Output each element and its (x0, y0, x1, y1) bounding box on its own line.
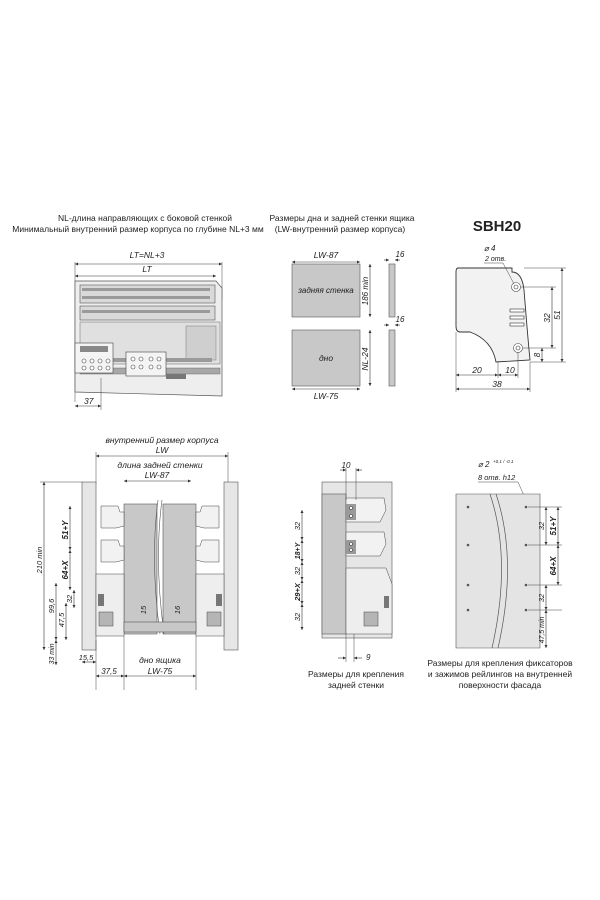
dim-d4: ⌀ 4 (484, 244, 496, 253)
dim-10-back: 10 (341, 461, 351, 470)
dim-lw: LW (155, 445, 169, 455)
dim-15: 15 (139, 605, 148, 615)
dim-32-back-a: 32 (293, 521, 302, 531)
dim-d2: ⌀ 2 (478, 460, 490, 469)
runner-side-view (75, 250, 222, 410)
back-mount-caption-2: задней стенки (327, 680, 385, 690)
dim-32-front: 32 (65, 594, 74, 604)
dim-32-fm-b: 32 (537, 593, 546, 603)
front-mount-caption-3: поверхности фасада (458, 680, 542, 690)
front-mount-caption-2: и зажимов рейлингов на внутренней (427, 669, 573, 679)
header-mid-line1: Размеры дна и задней стенки ящика (269, 213, 415, 223)
dim-51-y: 51+Y (61, 520, 70, 540)
dim-16-front: 16 (173, 605, 182, 615)
bottom-label: дно (318, 353, 334, 363)
dim-32-fm-a: 32 (537, 521, 546, 531)
dim-16b: 16 (395, 315, 405, 324)
dim-18-y: 18+Y (295, 542, 302, 560)
dim-51: 51 (552, 310, 562, 320)
dim-15-5: 15,5 (78, 653, 94, 662)
header-left-line1: NL-длина направляющих с боковой стенкой (57, 213, 233, 223)
model-title: SBH20 (472, 218, 522, 235)
dim-32-back-b: 32 (293, 566, 302, 576)
mount-hole-bottom (514, 344, 523, 353)
dim-nl24: NL-24 (360, 347, 370, 371)
dim-38: 38 (492, 379, 502, 389)
back-len-label: длина задней стенки (117, 460, 203, 470)
back-wall-mount-view (293, 461, 404, 690)
holes-8: 8 отв. h12 (478, 473, 516, 482)
dim-20: 20 (472, 365, 482, 375)
dim-37-5: 37,5 (101, 667, 117, 676)
bottom-edge (389, 330, 395, 386)
mount-hole-top (512, 283, 521, 292)
dim-29-x: 29+X (293, 583, 302, 601)
dim-47-5-min: 47,5 min (539, 616, 546, 644)
panel-dimensions (292, 250, 405, 401)
dim-16a: 16 (395, 250, 405, 259)
dim-210: 210 min (35, 546, 44, 574)
dim-33: 33 min (49, 643, 56, 665)
header-left-line2: Минимальный внутренний размер корпуса по глубине NL+3 мм (12, 224, 264, 234)
dim-9: 9 (366, 653, 371, 662)
dim-99-6: 99,6 (47, 598, 56, 614)
dim-37: 37 (84, 396, 94, 406)
holes-2: 2 отв. (485, 256, 507, 263)
front-mount-caption-1: Размеры для крепления фиксаторов (427, 658, 573, 668)
dim-8: 8 (533, 352, 542, 358)
dim-186: 186 min (361, 276, 370, 306)
dim-lt: LT (142, 264, 152, 274)
dim-lt-nl: LT=NL+3 (129, 250, 165, 260)
front-mount-view (427, 459, 573, 690)
bottom-len-label: дно ящика (139, 655, 181, 665)
dim-panel-lw75: LW-75 (313, 391, 339, 401)
inner-size-label: внутренний размер корпуса (105, 435, 219, 445)
dim-64-x: 64+X (61, 560, 70, 580)
back-wall-label: задняя стенка (298, 286, 354, 295)
dim-10: 10 (505, 365, 515, 375)
sbh20-bracket (456, 244, 566, 392)
dim-47-5: 47,5 (57, 612, 66, 628)
dim-32: 32 (542, 313, 552, 323)
dim-64-x-fm: 64+X (549, 556, 558, 576)
dim-51-y-fm: 51+Y (549, 516, 558, 536)
dim-32-back-c: 32 (293, 612, 302, 622)
dim-front-lw87: LW-87 (144, 470, 170, 480)
dim-front-lw75: LW-75 (147, 666, 173, 676)
dim-panel-lw87: LW-87 (313, 250, 339, 260)
tolerance: +0.1 / -0.1 (493, 459, 514, 464)
back-mount-caption-1: Размеры для крепления (307, 669, 405, 679)
back-wall-edge (389, 264, 395, 317)
header-mid-line2: (LW-внутренний размер корпуса) (274, 224, 406, 234)
drawer-front-view (35, 435, 238, 690)
